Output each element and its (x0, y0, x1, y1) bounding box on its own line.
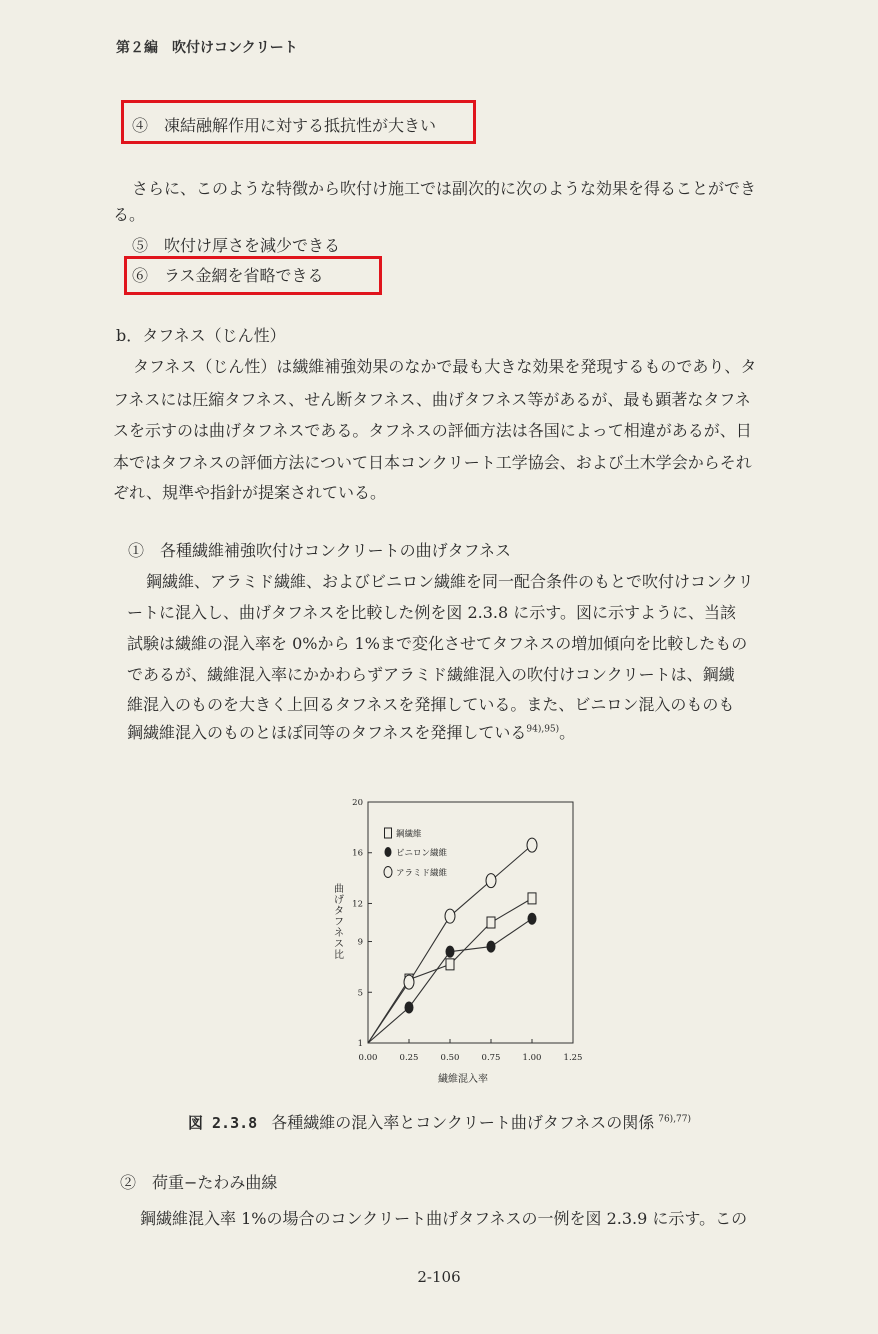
y-tick-label: 1 (357, 1039, 363, 1049)
paragraph-line: であるが、繊維混入率にかかわらずアラミド繊維混入の吹付けコンクリートは、鋼繊 (127, 665, 735, 684)
citation-ref: 94),95) (526, 724, 560, 735)
data-point-filled (446, 946, 454, 957)
data-point-square (446, 959, 454, 970)
caption-ref: 76),77) (658, 1114, 692, 1125)
data-point-open (527, 838, 537, 852)
series-line-2 (368, 919, 532, 1043)
paragraph-end: 。 (559, 723, 576, 742)
paragraph-line: タフネス（じん性）は繊維補強効果のなかで最も大きな効果を発現するものであり、タ (133, 357, 757, 376)
paragraph-line: 試験は繊維の混入率を 0%から 1%まで変化させてタフネスの増加傾向を比較したもの (127, 634, 748, 653)
x-tick-label: 0.50 (440, 1053, 460, 1063)
data-point-open (486, 874, 496, 888)
x-tick-label: 1.00 (522, 1053, 542, 1063)
y-tick-label: 5 (357, 988, 363, 999)
x-tick-label: 0.00 (358, 1053, 378, 1063)
data-point-open (445, 909, 455, 923)
paragraph-line: スを示すのは曲げタフネスである。タフネスの評価方法は各国によって相違があるが、日 (113, 421, 752, 440)
y-tick-label: 20 (352, 798, 363, 808)
y-tick-label: 12 (352, 899, 363, 910)
list-item-4: ④ 凍結融解作用に対する抵抗性が大きい (132, 116, 437, 135)
section-heading: b．タフネス（じん性） (116, 326, 286, 345)
y-tick-label: 16 (352, 848, 363, 859)
x-axis-label: 繊維混入率 (438, 1074, 488, 1085)
x-tick-label: 0.75 (481, 1053, 501, 1063)
paragraph-line: さらに、このような特徴から吹付け施工では副次的に次のような効果を得ることができ (132, 179, 757, 198)
list-item-6: ⑥ ラス金網を省略できる (132, 266, 324, 285)
list-item-5: ⑤ 吹付け厚さを減少できる (132, 236, 341, 255)
subsection-title: ② 荷重−たわみ曲線 (120, 1173, 278, 1192)
data-point-filled (405, 1002, 413, 1013)
paragraph-line: ぞれ、規準や指針が提案されている。 (113, 483, 386, 502)
paragraph-text: 鋼繊維混入のものとほぼ同等のタフネスを発揮している (127, 723, 527, 742)
legend-marker-filled (385, 847, 392, 857)
figure-caption (188, 1110, 691, 1133)
data-point-square (528, 893, 536, 904)
paragraph-line: 維混入のものを大きく上回るタフネスを発揮している。また、ビニロン混入のものも (127, 695, 735, 714)
paragraph-line: ートに混入し、曲げタフネスを比較した例を図 2.3.8 に示す。図に示すように、当該 (127, 603, 736, 622)
legend-label: 鋼繊維 (396, 829, 422, 840)
chapter-header: 第２編 吹付けコンクリート (116, 40, 298, 56)
figure-number: 図 2.3.8 (188, 1114, 258, 1132)
subsection-title: ① 各種繊維補強吹付けコンクリートの曲げタフネス (128, 541, 512, 560)
caption-text: 各種繊維の混入率とコンクリート曲げタフネスの関係 (271, 1113, 655, 1132)
x-tick-label: 1.25 (563, 1053, 583, 1063)
data-point-square (487, 917, 495, 928)
paragraph-line: 本ではタフネスの評価方法について日本コンクリート工学協会、および土木学会からそれ (113, 453, 752, 472)
paragraph-line: 鋼繊維混入率 1%の場合のコンクリート曲げタフネスの一例を図 2.3.9 に示す。この (140, 1209, 748, 1228)
y-axis-label: 曲げタフネス比 (334, 884, 344, 961)
series-line-3 (368, 845, 532, 1043)
paragraph-line: フネスには圧縮タフネス、せん断タフネス、曲げタフネス等があるが、最も顕著なタフネ (113, 390, 751, 409)
y-tick-label: 9 (357, 937, 363, 948)
legend-marker-square (385, 828, 392, 838)
page-number: 2-106 (417, 1268, 461, 1286)
data-point-filled (487, 941, 495, 952)
data-point-filled (528, 913, 536, 924)
data-point-open (404, 975, 414, 989)
x-tick-label: 0.25 (399, 1053, 419, 1063)
legend-marker-open (384, 867, 392, 878)
legend-label: アラミド繊維 (396, 868, 448, 879)
paragraph-line: 鋼繊維、アラミド繊維、およびビニロン繊維を同一配合条件のもとで吹付けコンクリ (146, 572, 754, 591)
paragraph-line: る。 (113, 205, 146, 224)
legend-label: ビニロン繊維 (396, 848, 448, 859)
